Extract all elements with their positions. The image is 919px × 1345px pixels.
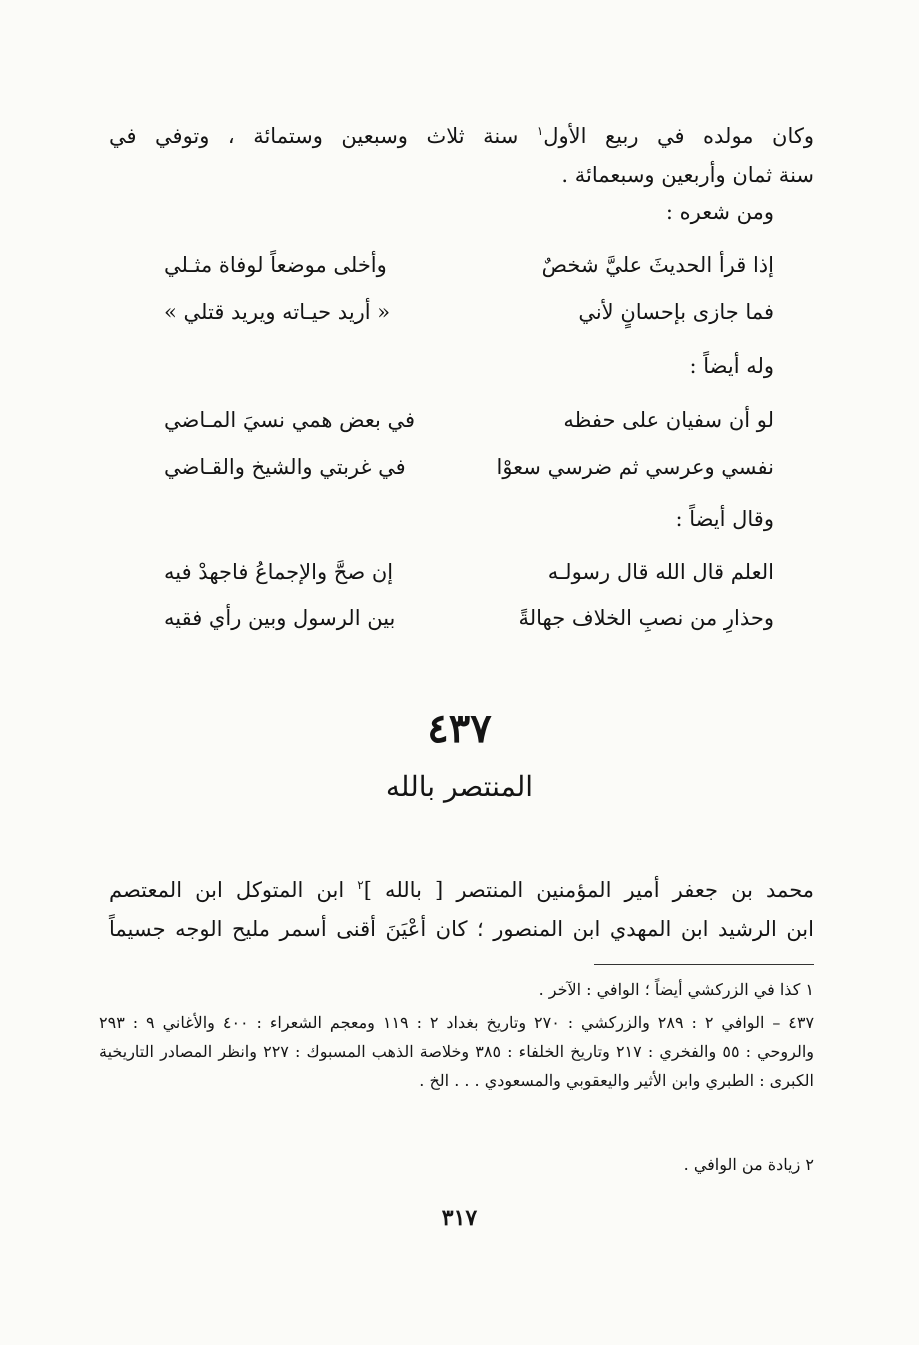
poem1-heading: ومن شعره : [665,200,774,224]
footnote-2: ٢ زيادة من الوافي . [683,1155,814,1174]
footnote-437: ٤٣٧ – الوافي ٢ : ٢٨٩ والزركشي : ٢٧٠ وتاريخ بغداد ٢ : ١١٩ ومعجم الشعراء : ٤٠٠ والأغاني ٩ : ٢٩٣ والروحي : ٥٥ والفخري : ٢١٧ وتاريخ الخلفاء : ٣٨٥ وخلاصة الذهب المسبوك : ٢٢٧ وانظر المصادر التاريخية الكبرى : الطبري وابن الأثير واليعقوبي والمسعودي . . . الخ . [99,1013,815,1090]
poem3-verse-2 [164,606,774,646]
entry-line-2: ابن الرشيد ابن المهدي ابن المنصور ؛ كان أعْيَنَ أقنى أسمر مليح الوجه جسيماً [109,917,814,941]
poem2-verse-2 [164,455,774,495]
intro-line-2: سنة ثمان وأربعين وسبعمائة . [561,163,814,187]
page-number: ٣١٧ [441,1205,478,1231]
entry-paragraph [109,866,814,949]
footnote-mark-1: ١ [536,124,544,138]
poem1-verse-1 [164,253,774,293]
footnote-1: ١ كذا في الزركشي أيضاً ؛ الوافي : الآخر . [538,980,814,999]
intro-paragraph [109,112,814,195]
verse-hemistich-2: بين الرسول وبين رأي فقيه [164,606,396,630]
footnote-divider [594,964,814,965]
poem2-verse-1 [164,408,774,448]
footnote-mark-2: ٢ [357,878,364,892]
verse-hemistich-1: العلم قال الله قال رسولـه [547,560,774,584]
poem3-heading: وقال أيضاً : [675,507,774,531]
poem2-heading: وله أيضاً : [689,354,774,378]
verse-hemistich-1: فما جازى بإحسانٍ لأني [578,300,774,324]
poem1-verse-2 [164,300,774,340]
verse-hemistich-1: نفسي وعرسي ثم ضرسي سعوْا [496,455,774,479]
poem3-verse-1 [164,560,774,600]
entry-line-1: محمد بن جعفر أمير المؤمنين المنتصر [ بالله ]$^٢$ ابن المتوكل ابن المعتصم [109,878,814,902]
verse-hemistich-1: إذا قرأ الحديثَ عليَّ شخصٌ [541,253,774,277]
verse-hemistich-2: في غربتي والشيخ والقـاضي [164,455,406,479]
verse-hemistich-2: في بعض همي نسيَ المـاضي [164,408,416,432]
intro-line-1: وكان مولده في ربيع الأول$^١$ سنة ثلاث وسبعين وستمائة ، وتوفي في [109,124,815,148]
verse-hemistich-2: « أريد حيـاته ويريد قتلي » [164,300,391,324]
verse-hemistich-1: وحذارِ من نصبِ الخلاف جهالةً [518,606,774,630]
entry-title: المنتصر بالله [385,770,534,803]
verse-hemistich-1: لو أن سفيان على حفظه [563,408,774,432]
entry-number: ٤٣٧ [427,705,492,752]
verse-hemistich-2: إن صحَّ والإجماعُ فاجهدْ فيه [164,560,394,584]
verse-hemistich-2: وأخلى موضعاً لوفاة مثـلي [164,253,387,277]
